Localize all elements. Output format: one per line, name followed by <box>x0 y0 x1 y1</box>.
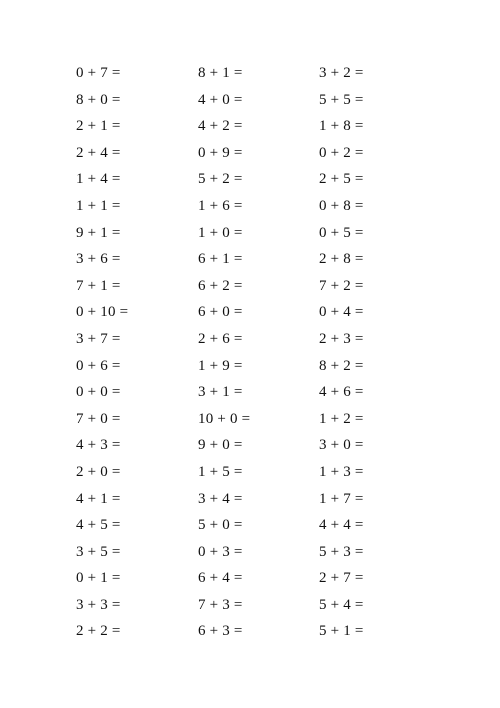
addition-problem: 2 + 2 = <box>76 623 121 640</box>
addition-problem: 0 + 9 = <box>198 144 243 161</box>
addition-problem: 6 + 3 = <box>198 623 243 640</box>
addition-problem: 2 + 0 = <box>76 463 121 480</box>
addition-problem: 4 + 6 = <box>319 384 364 401</box>
addition-problem: 1 + 3 = <box>319 463 364 480</box>
addition-problem: 8 + 2 = <box>319 357 364 374</box>
addition-problem: 1 + 7 = <box>319 490 364 507</box>
addition-problem: 2 + 4 = <box>76 144 121 161</box>
problem-column-3 <box>319 60 364 645</box>
addition-problem: 0 + 0 = <box>76 384 121 401</box>
addition-problem: 0 + 10 = <box>76 304 129 321</box>
addition-problem: 2 + 6 = <box>198 330 243 347</box>
addition-problem: 7 + 2 = <box>319 277 364 294</box>
addition-problem: 3 + 7 = <box>76 330 121 347</box>
addition-problem: 2 + 3 = <box>319 330 364 347</box>
addition-problem: 4 + 2 = <box>198 118 243 135</box>
addition-problem: 0 + 6 = <box>76 357 121 374</box>
addition-problem: 5 + 4 = <box>319 596 364 613</box>
addition-problem: 5 + 0 = <box>198 517 243 534</box>
addition-problem: 3 + 6 = <box>76 251 121 268</box>
addition-problem: 4 + 4 = <box>319 517 364 534</box>
addition-problem: 3 + 1 = <box>198 384 243 401</box>
addition-problem: 7 + 3 = <box>198 596 243 613</box>
addition-problem: 0 + 2 = <box>319 144 364 161</box>
addition-problem: 6 + 2 = <box>198 277 243 294</box>
addition-problem: 1 + 0 = <box>198 224 243 241</box>
addition-problem: 0 + 3 = <box>198 543 243 560</box>
addition-problem: 10 + 0 = <box>198 410 251 427</box>
addition-problem: 4 + 0 = <box>198 91 243 108</box>
addition-problem: 8 + 0 = <box>76 91 121 108</box>
addition-problem: 7 + 1 = <box>76 277 121 294</box>
addition-problem: 4 + 1 = <box>76 490 121 507</box>
addition-problem: 5 + 2 = <box>198 171 243 188</box>
addition-problem: 5 + 5 = <box>319 91 364 108</box>
addition-problem: 1 + 4 = <box>76 171 121 188</box>
addition-problem: 2 + 1 = <box>76 118 121 135</box>
addition-problem: 1 + 8 = <box>319 118 364 135</box>
addition-problem: 4 + 3 = <box>76 437 121 454</box>
problem-column-1 <box>76 60 128 645</box>
addition-problem: 6 + 4 = <box>198 570 243 587</box>
addition-problem: 1 + 9 = <box>198 357 243 374</box>
addition-problem: 1 + 6 = <box>198 197 243 214</box>
addition-problem: 6 + 0 = <box>198 304 243 321</box>
addition-problem: 0 + 1 = <box>76 570 121 587</box>
addition-problem: 7 + 0 = <box>76 410 121 427</box>
addition-problem: 5 + 1 = <box>319 623 364 640</box>
addition-problem: 5 + 3 = <box>319 543 364 560</box>
addition-problem: 0 + 8 = <box>319 197 364 214</box>
addition-problem: 9 + 0 = <box>198 437 243 454</box>
addition-problem: 0 + 5 = <box>319 224 364 241</box>
addition-problem: 3 + 0 = <box>319 437 364 454</box>
addition-problem: 2 + 7 = <box>319 570 364 587</box>
addition-problem: 1 + 5 = <box>198 463 243 480</box>
addition-problem: 3 + 5 = <box>76 543 121 560</box>
addition-problem: 2 + 5 = <box>319 171 364 188</box>
addition-problem: 3 + 4 = <box>198 490 243 507</box>
problem-column-2 <box>198 60 250 645</box>
addition-problem: 1 + 2 = <box>319 410 364 427</box>
addition-problem: 6 + 1 = <box>198 251 243 268</box>
addition-problem: 4 + 5 = <box>76 517 121 534</box>
addition-problem: 3 + 3 = <box>76 596 121 613</box>
addition-problem: 1 + 1 = <box>76 197 121 214</box>
addition-problem: 2 + 8 = <box>319 251 364 268</box>
addition-problem: 8 + 1 = <box>198 65 243 81</box>
addition-problem: 3 + 2 = <box>319 65 364 81</box>
addition-problem: 9 + 1 = <box>76 224 121 241</box>
addition-problem: 0 + 7 = <box>76 65 121 81</box>
addition-problem: 0 + 4 = <box>319 304 364 321</box>
